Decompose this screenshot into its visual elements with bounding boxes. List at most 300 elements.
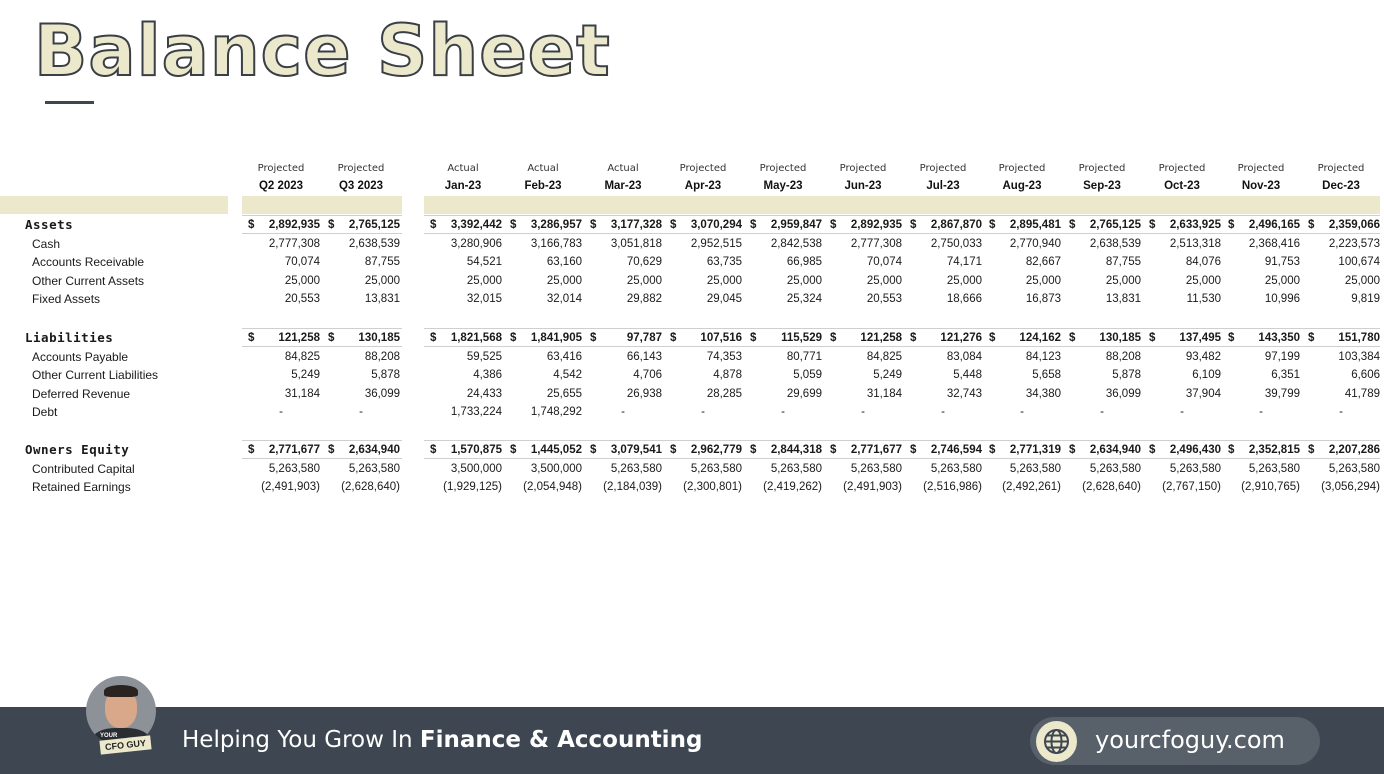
line-item-cell: 88,208 (1105, 350, 1141, 363)
total-value: 115,529 (781, 332, 822, 344)
currency-symbol: $ (670, 219, 677, 231)
line-item-cell: 25,000 (466, 274, 502, 287)
column-period-header: Q2 2023 (258, 180, 304, 192)
line-item-cell: 82,667 (1025, 256, 1061, 269)
section-total-cell (1063, 441, 1141, 459)
column-type-label: Projected (679, 163, 727, 174)
line-item-cell: 26,938 (626, 387, 662, 400)
line-item-cell: 25,000 (1185, 274, 1221, 287)
column-period-header: Aug-23 (1002, 180, 1042, 192)
line-item-cell: (2,492,261) (1002, 481, 1061, 494)
currency-symbol: $ (510, 219, 517, 231)
total-value: 137,495 (1179, 332, 1221, 344)
line-item-cell: 6,606 (1351, 369, 1380, 382)
column-period-header: Q3 2023 (338, 180, 384, 192)
line-item-cell: 63,160 (546, 256, 582, 269)
total-value: 130,185 (358, 332, 400, 344)
line-item-cell: (3,056,294) (1321, 481, 1380, 494)
currency-symbol: $ (910, 444, 917, 456)
line-item-cell: 63,416 (546, 350, 582, 363)
currency-symbol: $ (910, 332, 917, 344)
line-item-cell: - (1180, 406, 1184, 419)
line-item-cell: 11,530 (1186, 293, 1221, 306)
avatar-hair (104, 685, 138, 697)
line-item-cell: 1,733,224 (450, 406, 502, 419)
line-item-label: Fixed Assets (32, 292, 101, 307)
line-item-cell: 59,525 (466, 350, 502, 363)
currency-symbol: $ (430, 332, 437, 344)
total-value: 2,496,430 (1169, 444, 1221, 456)
section-total-cell (1302, 329, 1380, 347)
line-item-cell: 63,735 (706, 256, 742, 269)
total-value: 2,746,594 (930, 444, 982, 456)
total-value: 2,895,481 (1009, 219, 1061, 231)
currency-symbol: $ (430, 444, 437, 456)
header-band-monthly (424, 196, 1380, 214)
line-item-cell: 5,249 (873, 369, 902, 382)
line-item-label: Accounts Receivable (32, 255, 145, 270)
line-item-label: Other Current Liabilities (32, 368, 159, 383)
section-total-cell (424, 216, 502, 234)
column-type-label: Actual (607, 163, 639, 174)
column-type-label: Projected (919, 163, 967, 174)
section-total-cell (664, 329, 742, 347)
section-total-cell (504, 441, 582, 459)
line-item-cell: 2,368,416 (1248, 237, 1300, 250)
tagline-prefix: Helping You Grow In (182, 727, 420, 753)
line-item-cell: (2,910,765) (1241, 481, 1300, 494)
line-item-cell: 5,249 (291, 369, 320, 382)
line-item-cell: 31,184 (284, 387, 320, 400)
currency-symbol: $ (248, 332, 255, 344)
total-value: 3,286,957 (530, 219, 582, 231)
section-total-cell (1143, 441, 1221, 459)
line-item-label: Cash (32, 236, 61, 251)
line-item-cell: 5,263,580 (1169, 462, 1221, 475)
section-total-cell (322, 441, 400, 459)
line-item-cell: 3,051,818 (610, 237, 662, 250)
total-value: 3,079,541 (610, 444, 662, 456)
line-item-cell: 2,777,308 (268, 237, 320, 250)
column-period-header: Feb-23 (524, 180, 562, 192)
line-item-cell: - (359, 406, 363, 419)
section-total-cell (904, 329, 982, 347)
section-total-cell (983, 441, 1061, 459)
total-value: 2,634,940 (1089, 444, 1141, 456)
total-value: 2,867,870 (930, 219, 982, 231)
line-item-cell: 2,952,515 (690, 237, 742, 250)
line-item-cell: - (279, 406, 283, 419)
tagline-bold: Finance & Accounting (419, 727, 703, 753)
line-item-cell: - (1259, 406, 1263, 419)
line-item-cell: 25,000 (786, 274, 822, 287)
line-item-cell: 97,199 (1264, 350, 1300, 363)
total-value: 121,258 (860, 332, 902, 344)
line-item-cell: 5,263,580 (1089, 462, 1141, 475)
line-item-cell: (2,300,801) (683, 481, 742, 494)
total-value: 107,516 (700, 332, 742, 344)
line-item-cell: 80,771 (786, 350, 822, 363)
section-total-cell (1222, 329, 1300, 347)
column-period-header: Sep-23 (1083, 180, 1121, 192)
column-period-header: Oct-23 (1164, 180, 1200, 192)
section-total-cell (744, 329, 822, 347)
currency-symbol: $ (910, 219, 917, 231)
total-value: 2,959,847 (770, 219, 822, 231)
line-item-cell: 5,878 (371, 369, 400, 382)
line-item-label: Retained Earnings (32, 480, 131, 495)
currency-symbol: $ (1308, 219, 1315, 231)
total-value: 2,352,815 (1248, 444, 1300, 456)
total-value: 3,392,442 (450, 219, 502, 231)
line-item-cell: 3,500,000 (450, 462, 502, 475)
line-item-cell: 3,166,783 (530, 237, 582, 250)
section-total-cell (1143, 329, 1221, 347)
section-total-cell (1302, 216, 1380, 234)
line-item-cell: 24,433 (466, 387, 502, 400)
line-item-cell: 5,263,580 (1248, 462, 1300, 475)
line-item-cell: 3,280,906 (450, 237, 502, 250)
line-item-cell: 2,638,539 (348, 237, 400, 250)
line-item-cell: 25,000 (1344, 274, 1380, 287)
section-total-cell (824, 216, 902, 234)
line-item-cell: 5,263,580 (850, 462, 902, 475)
total-value: 2,765,125 (348, 219, 400, 231)
currency-symbol: $ (670, 444, 677, 456)
section-total-cell (242, 329, 320, 347)
currency-symbol: $ (989, 444, 996, 456)
line-item-cell: 32,743 (946, 387, 982, 400)
line-item-label: Accounts Payable (32, 349, 129, 364)
total-value: 130,185 (1099, 332, 1141, 344)
line-item-cell: 2,842,538 (770, 237, 822, 250)
section-total-cell (744, 441, 822, 459)
line-item-cell: 74,171 (946, 256, 982, 269)
line-item-label: Deferred Revenue (32, 386, 131, 401)
line-item-cell: 100,674 (1338, 256, 1380, 269)
section-total-cell (1222, 441, 1300, 459)
column-type-label: Projected (1317, 163, 1365, 174)
currency-symbol: $ (670, 332, 677, 344)
currency-symbol: $ (430, 219, 437, 231)
line-item-cell: 4,542 (553, 369, 582, 382)
currency-symbol: $ (248, 444, 255, 456)
line-item-label: Contributed Capital (32, 461, 135, 476)
currency-symbol: $ (830, 332, 837, 344)
section-total-cell (584, 216, 662, 234)
line-item-cell: 29,699 (786, 387, 822, 400)
section-total-cell (584, 441, 662, 459)
section-total-cell (904, 441, 982, 459)
line-item-cell: 13,831 (364, 293, 400, 306)
tagline (182, 727, 702, 753)
total-value: 2,844,318 (770, 444, 822, 456)
line-item-cell: 25,000 (706, 274, 742, 287)
currency-symbol: $ (1228, 444, 1235, 456)
total-value: 1,841,905 (530, 332, 582, 344)
line-item-cell: 25,000 (1264, 274, 1300, 287)
line-item-cell: - (1339, 406, 1343, 419)
line-item-cell: 2,638,539 (1089, 237, 1141, 250)
line-item-cell: 28,285 (706, 387, 742, 400)
header-band-quarterly (242, 196, 402, 214)
column-type-label: Projected (759, 163, 807, 174)
line-item-cell: 6,351 (1271, 369, 1300, 382)
brand-badge: CFO GUY (99, 735, 151, 754)
line-item-cell: 25,000 (946, 274, 982, 287)
column-period-header: Dec-23 (1322, 180, 1360, 192)
line-item-cell: 5,658 (1032, 369, 1061, 382)
currency-symbol: $ (1308, 332, 1315, 344)
line-item-cell: 87,755 (1105, 256, 1141, 269)
globe-icon (1036, 721, 1077, 762)
section-total-cell (1063, 329, 1141, 347)
total-value: 121,276 (940, 332, 982, 344)
section-total-cell (824, 441, 902, 459)
line-item-cell: 34,380 (1025, 387, 1061, 400)
line-item-cell: 29,882 (626, 293, 662, 306)
line-item-cell: 54,521 (466, 256, 502, 269)
section-total-cell (1143, 216, 1221, 234)
line-item-cell: 5,263,580 (1328, 462, 1380, 475)
line-item-cell: (2,054,948) (523, 481, 582, 494)
line-item-cell: 66,985 (786, 256, 822, 269)
line-item-cell: 83,084 (946, 350, 982, 363)
total-value: 2,359,066 (1328, 219, 1380, 231)
currency-symbol: $ (1149, 332, 1156, 344)
line-item-cell: 2,750,033 (930, 237, 982, 250)
line-item-cell: 70,629 (626, 256, 662, 269)
currency-symbol: $ (590, 444, 597, 456)
section-total-cell (904, 216, 982, 234)
line-item-cell: 84,825 (866, 350, 902, 363)
currency-symbol: $ (830, 219, 837, 231)
currency-symbol: $ (1149, 444, 1156, 456)
line-item-cell: 32,015 (466, 293, 502, 306)
total-value: 2,765,125 (1089, 219, 1141, 231)
line-item-cell: (2,491,903) (261, 481, 320, 494)
column-type-label: Actual (527, 163, 559, 174)
line-item-cell: 31,184 (866, 387, 902, 400)
total-value: 121,258 (278, 332, 320, 344)
line-item-cell: 10,996 (1264, 293, 1300, 306)
total-value: 124,162 (1019, 332, 1061, 344)
line-item-cell: (2,767,150) (1162, 481, 1221, 494)
section-total-cell (983, 216, 1061, 234)
line-item-cell: 2,223,573 (1328, 237, 1380, 250)
total-value: 2,771,677 (850, 444, 902, 456)
line-item-cell: 25,000 (1025, 274, 1061, 287)
currency-symbol: $ (1069, 444, 1076, 456)
line-item-cell: 4,706 (633, 369, 662, 382)
line-item-cell: 4,386 (473, 369, 502, 382)
line-item-cell: 20,553 (284, 293, 320, 306)
total-value: 2,771,677 (268, 444, 320, 456)
line-item-cell: 29,045 (706, 293, 742, 306)
currency-symbol: $ (590, 332, 597, 344)
title-underline (45, 101, 94, 104)
total-value: 1,445,052 (530, 444, 582, 456)
line-item-cell: 93,482 (1185, 350, 1221, 363)
line-item-cell: 6,109 (1192, 369, 1221, 382)
line-item-cell: (2,491,903) (843, 481, 902, 494)
line-item-cell: 5,263,580 (930, 462, 982, 475)
line-item-label: Debt (32, 405, 58, 420)
line-item-cell: 36,099 (364, 387, 400, 400)
section-total-cell (322, 329, 400, 347)
line-item-cell: 5,263,580 (348, 462, 400, 475)
brand-badge-small: YOUR (100, 733, 118, 739)
column-type-label: Projected (1158, 163, 1206, 174)
line-item-cell: - (1020, 406, 1024, 419)
section-label: Liabilities (25, 330, 114, 345)
line-item-cell: 5,263,580 (690, 462, 742, 475)
currency-symbol: $ (750, 332, 757, 344)
section-total-cell (983, 329, 1061, 347)
line-item-cell: 32,014 (546, 293, 582, 306)
line-item-cell: 4,878 (713, 369, 742, 382)
line-item-cell: 5,263,580 (1009, 462, 1061, 475)
currency-symbol: $ (590, 219, 597, 231)
section-total-cell (1063, 216, 1141, 234)
total-value: 143,350 (1258, 332, 1300, 344)
line-item-cell: 25,000 (1105, 274, 1141, 287)
section-total-cell (424, 329, 502, 347)
line-item-cell: 25,655 (546, 387, 582, 400)
column-period-header: Nov-23 (1241, 180, 1281, 192)
currency-symbol: $ (1308, 444, 1315, 456)
total-value: 97,787 (626, 332, 662, 344)
line-item-cell: 41,789 (1344, 387, 1380, 400)
currency-symbol: $ (510, 332, 517, 344)
line-item-cell: 25,000 (284, 274, 320, 287)
currency-symbol: $ (750, 219, 757, 231)
section-total-cell (1302, 441, 1380, 459)
line-item-cell: 2,513,318 (1169, 237, 1221, 250)
currency-symbol: $ (328, 332, 335, 344)
section-label: Owners Equity (25, 442, 130, 457)
total-value: 2,962,779 (690, 444, 742, 456)
line-item-cell: 25,000 (866, 274, 902, 287)
currency-symbol: $ (1069, 219, 1076, 231)
header-band-quarterly (0, 196, 228, 214)
line-item-cell: 91,753 (1264, 256, 1300, 269)
total-value: 1,570,875 (450, 444, 502, 456)
line-item-cell: 2,770,940 (1009, 237, 1061, 250)
column-type-label: Projected (1078, 163, 1126, 174)
column-period-header: Apr-23 (684, 180, 722, 192)
line-item-cell: 5,263,580 (610, 462, 662, 475)
line-item-cell: (1,929,125) (443, 481, 502, 494)
line-item-cell: 39,799 (1264, 387, 1300, 400)
section-total-cell (584, 329, 662, 347)
currency-symbol: $ (510, 444, 517, 456)
currency-symbol: $ (1149, 219, 1156, 231)
column-type-label: Projected (839, 163, 887, 174)
line-item-cell: 25,000 (364, 274, 400, 287)
line-item-cell: 20,553 (866, 293, 902, 306)
section-label: Assets (25, 217, 74, 232)
section-total-cell (744, 216, 822, 234)
column-period-header: Jun-23 (844, 180, 882, 192)
line-item-cell: 13,831 (1105, 293, 1141, 306)
currency-symbol: $ (1069, 332, 1076, 344)
line-item-cell: 84,123 (1025, 350, 1061, 363)
line-item-cell: 25,000 (546, 274, 582, 287)
total-value: 2,633,925 (1169, 219, 1221, 231)
column-type-label: Projected (257, 163, 305, 174)
currency-symbol: $ (989, 219, 996, 231)
line-item-cell: 87,755 (364, 256, 400, 269)
line-item-cell: 5,448 (953, 369, 982, 382)
currency-symbol: $ (328, 444, 335, 456)
column-period-header: Mar-23 (604, 180, 642, 192)
line-item-cell: 84,825 (284, 350, 320, 363)
total-value: 3,177,328 (610, 219, 662, 231)
line-item-cell: 88,208 (364, 350, 400, 363)
line-item-cell: 5,263,580 (770, 462, 822, 475)
line-item-cell: 103,384 (1338, 350, 1380, 363)
website-link[interactable]: yourcfoguy.com (1095, 726, 1285, 754)
column-type-label: Projected (337, 163, 385, 174)
section-total-cell (242, 216, 320, 234)
total-value: 151,780 (1338, 332, 1380, 344)
line-item-cell: - (701, 406, 705, 419)
column-type-label: Projected (998, 163, 1046, 174)
line-item-cell: 16,873 (1025, 293, 1061, 306)
currency-symbol: $ (248, 219, 255, 231)
total-value: 3,070,294 (690, 219, 742, 231)
currency-symbol: $ (1228, 332, 1235, 344)
section-total-cell (242, 441, 320, 459)
currency-symbol: $ (328, 219, 335, 231)
column-period-header: Jul-23 (926, 180, 960, 192)
page-title: Balance Sheet (34, 10, 611, 92)
total-value: 2,207,286 (1328, 444, 1380, 456)
line-item-cell: 70,074 (284, 256, 320, 269)
line-item-cell: 66,143 (626, 350, 662, 363)
section-total-cell (664, 216, 742, 234)
line-item-cell: 5,263,580 (268, 462, 320, 475)
line-item-cell: (2,419,262) (763, 481, 822, 494)
line-item-cell: 70,074 (866, 256, 902, 269)
column-type-label: Projected (1237, 163, 1285, 174)
section-total-cell (824, 329, 902, 347)
total-value: 2,892,935 (268, 219, 320, 231)
total-value: 1,821,568 (450, 332, 502, 344)
section-total-cell (504, 216, 582, 234)
line-item-cell: 25,324 (786, 293, 822, 306)
currency-symbol: $ (989, 332, 996, 344)
line-item-cell: 3,500,000 (530, 462, 582, 475)
line-item-cell: (2,628,640) (341, 481, 400, 494)
currency-symbol: $ (1228, 219, 1235, 231)
line-item-cell: (2,628,640) (1082, 481, 1141, 494)
line-item-cell: - (941, 406, 945, 419)
line-item-cell: 2,777,308 (850, 237, 902, 250)
section-total-cell (322, 216, 400, 234)
section-total-cell (424, 441, 502, 459)
line-item-cell: 5,059 (793, 369, 822, 382)
line-item-cell: 74,353 (706, 350, 742, 363)
line-item-cell: 18,666 (946, 293, 982, 306)
section-total-cell (664, 441, 742, 459)
line-item-cell: 84,076 (1185, 256, 1221, 269)
column-type-label: Actual (447, 163, 479, 174)
column-period-header: Jan-23 (444, 180, 482, 192)
total-value: 2,892,935 (850, 219, 902, 231)
total-value: 2,634,940 (348, 444, 400, 456)
